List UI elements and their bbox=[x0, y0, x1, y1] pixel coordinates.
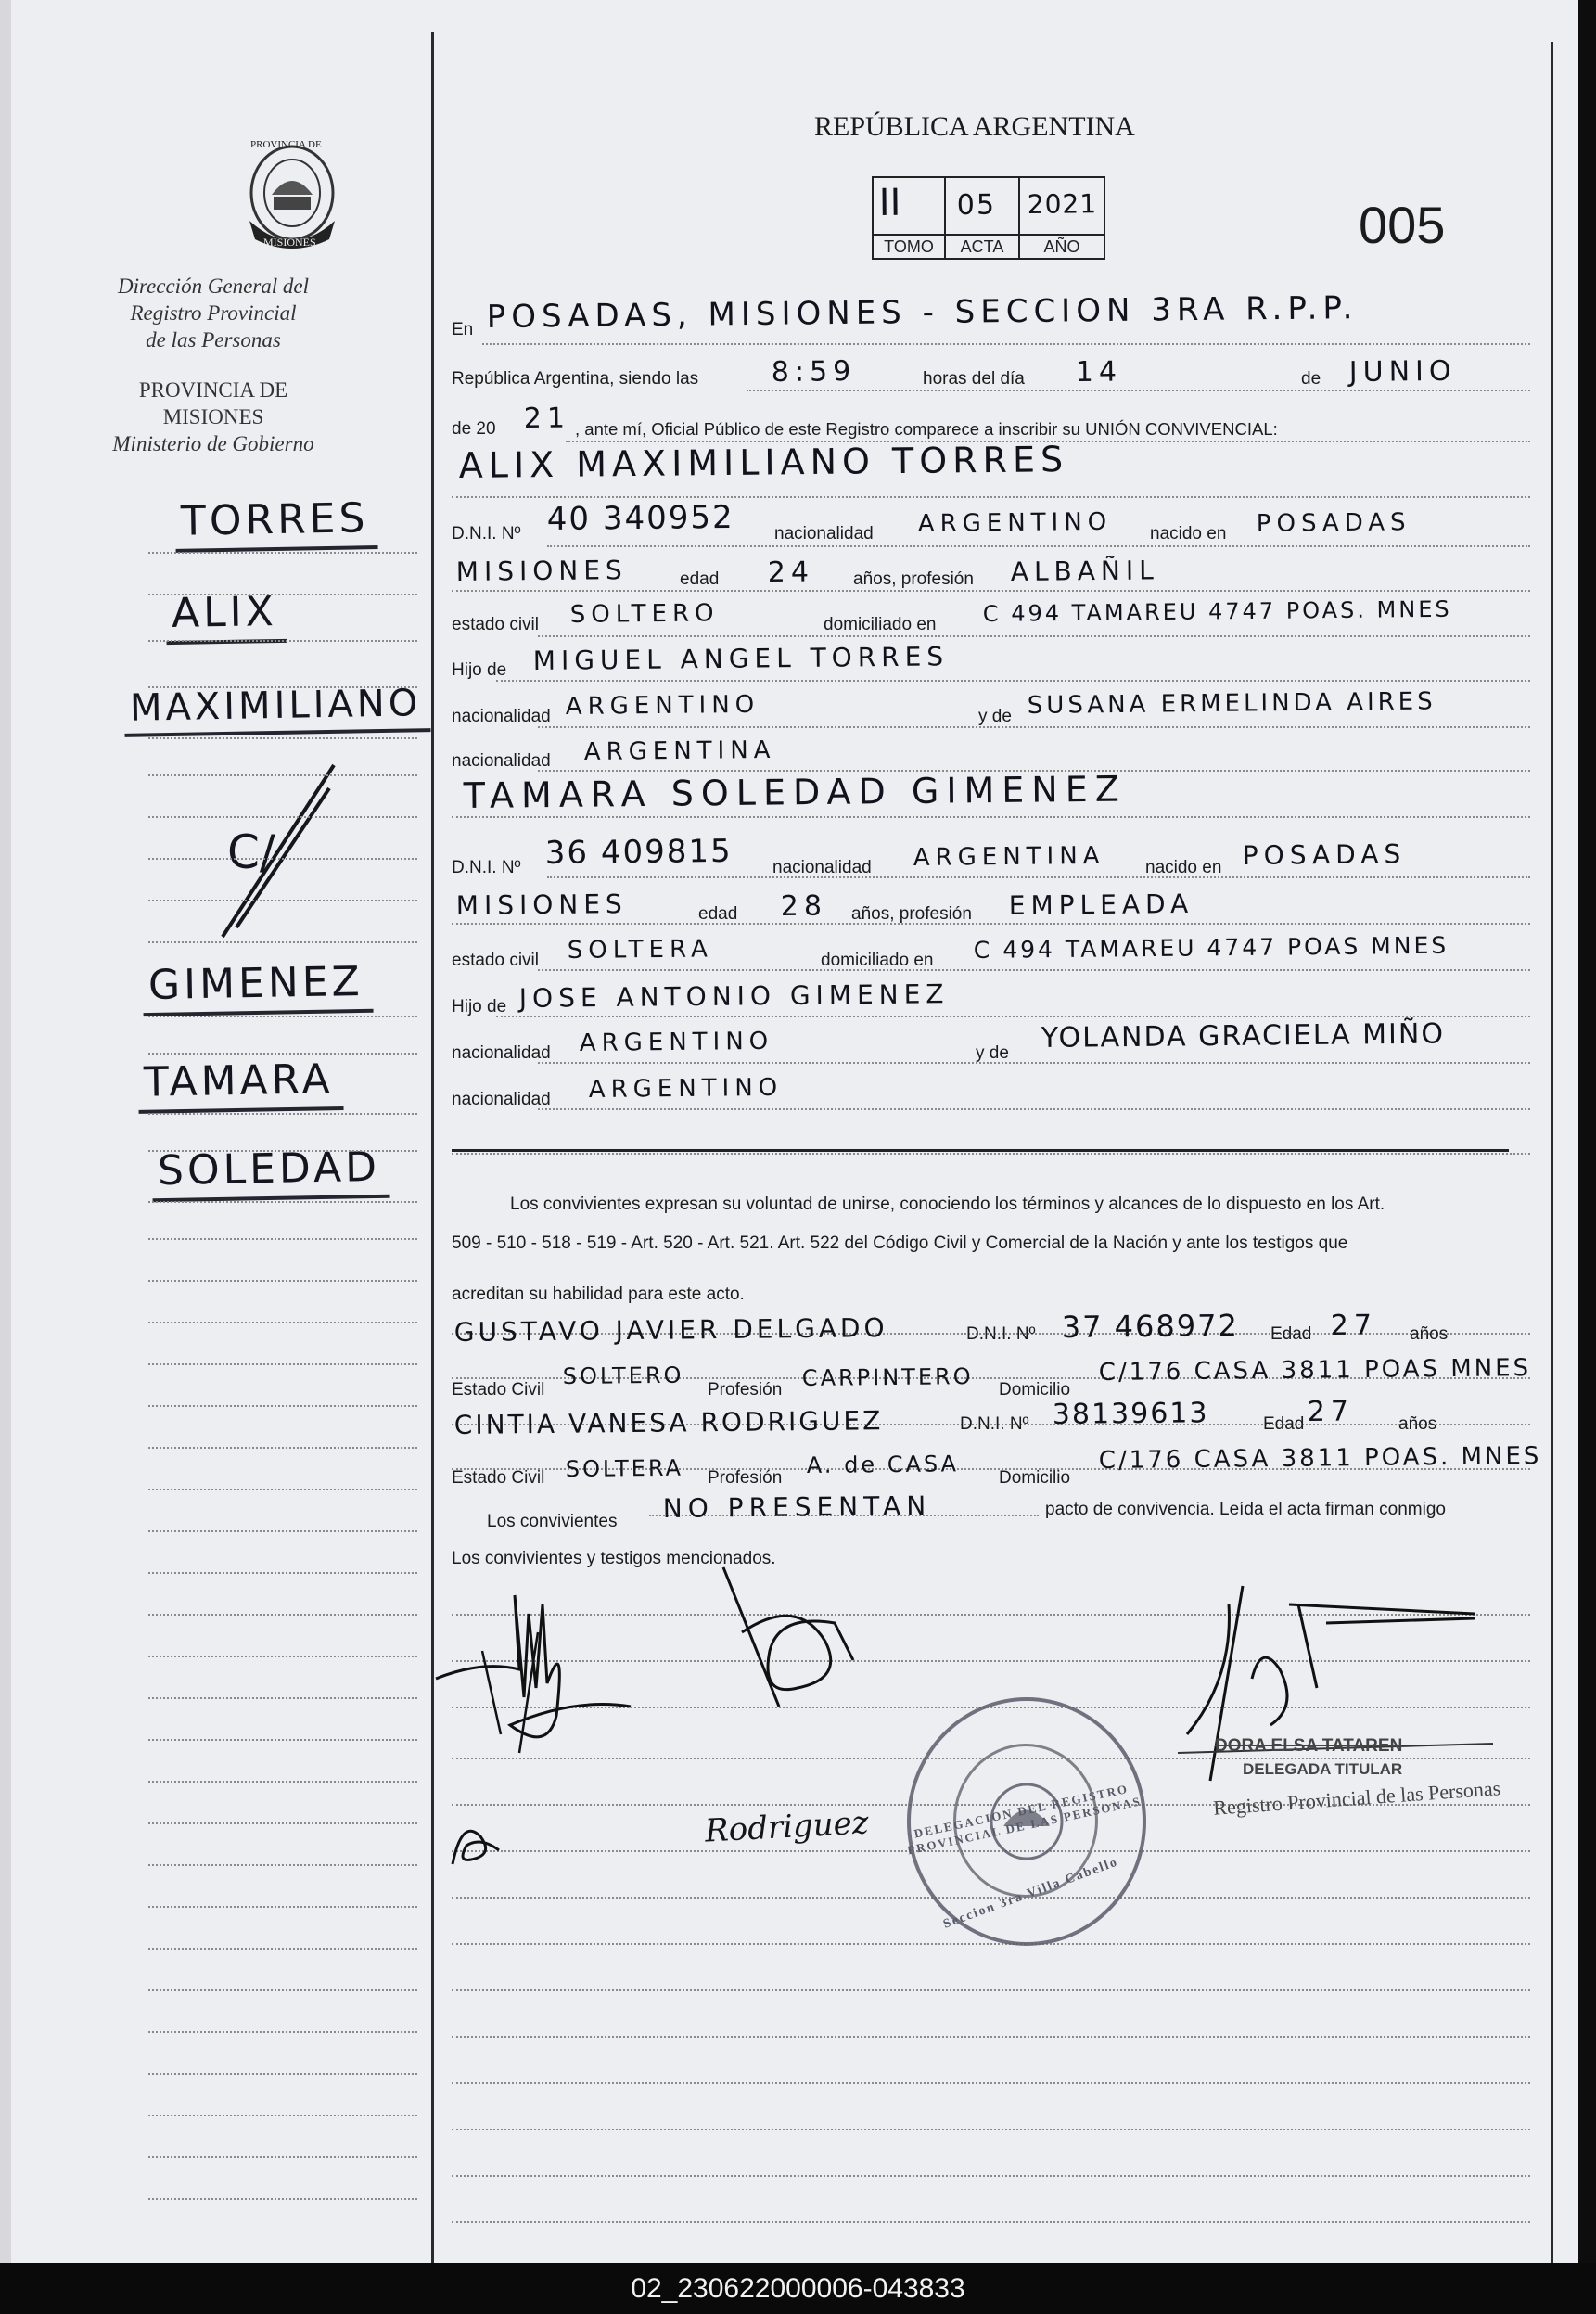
person1-mother: SUSANA ERMELINDA AIRES bbox=[1027, 687, 1436, 720]
label-hijo: Hijo de bbox=[452, 997, 507, 1016]
country-title: REPÚBLICA ARGENTINA bbox=[814, 111, 1135, 142]
form-rule bbox=[452, 590, 1530, 592]
margin-rule bbox=[148, 1053, 417, 1055]
official-role: DELEGADA TITULAR bbox=[1243, 1760, 1403, 1778]
margin-rule bbox=[148, 941, 417, 943]
margin-rule bbox=[148, 2031, 417, 2033]
margin-rule bbox=[148, 2073, 417, 2075]
signature-rule bbox=[452, 1943, 1530, 1945]
margin-slash-mark bbox=[209, 761, 348, 946]
scan-file-id: 02_230622000006-043833 bbox=[0, 2263, 1596, 2314]
margin-rule bbox=[148, 1948, 417, 1950]
margin-rule bbox=[148, 1822, 417, 1824]
label-edad: edad bbox=[698, 904, 738, 924]
witness2-dni: 38139613 bbox=[1052, 1397, 1209, 1431]
form-rule bbox=[452, 1153, 1530, 1155]
signature-witness-1 bbox=[443, 1809, 508, 1873]
margin-given-name-3: TAMARA bbox=[143, 1055, 334, 1106]
acta-label: ACTA bbox=[944, 234, 1020, 260]
margin-rule bbox=[148, 640, 417, 642]
person1-nationality: ARGENTINO bbox=[917, 507, 1113, 538]
margin-rule bbox=[148, 2115, 417, 2116]
margin-rule bbox=[148, 1405, 417, 1407]
label-nacionalidad: nacionalidad bbox=[452, 707, 551, 726]
person2-born: POSADAS bbox=[1242, 838, 1407, 871]
margin-rule bbox=[148, 900, 417, 901]
label-domicilio-witness: Domicilio bbox=[999, 1468, 1071, 1488]
label-dni: D.N.I. Nº bbox=[452, 524, 521, 543]
margin-rule bbox=[148, 1113, 417, 1115]
label-estado-civil-witness: Estado Civil bbox=[452, 1468, 545, 1488]
form-rule bbox=[538, 726, 1530, 728]
province-line-1: PROVINCIA DE bbox=[138, 378, 288, 402]
declaration-line-2: 509 - 510 - 518 - 519 - Art. 520 - Art. 521. Art. 522 del Código Civil y Comercial de la Nación y ante los testigos que bbox=[452, 1234, 1348, 1253]
person2-mother: YOLANDA GRACIELA MIÑO bbox=[1041, 1017, 1446, 1055]
person2-father: JOSE ANTONIO GIMENEZ bbox=[518, 978, 950, 1014]
margin-surname-2: GIMENEZ bbox=[147, 957, 364, 1010]
label-nacionalidad: nacionalidad bbox=[452, 1043, 551, 1063]
margin-rule bbox=[148, 1238, 417, 1240]
label-nacionalidad: nacionalidad bbox=[452, 1090, 551, 1109]
label-domicilio: domiciliado en bbox=[824, 615, 937, 634]
signature-rule bbox=[452, 2175, 1530, 2177]
margin-rule bbox=[148, 1697, 417, 1699]
label-y-de: y de bbox=[978, 707, 1012, 726]
label-nacionalidad: nacionalidad bbox=[452, 751, 551, 771]
margin-rule bbox=[148, 594, 417, 595]
person1-profession: ALBAÑIL bbox=[1010, 555, 1159, 587]
margin-given-name-4: SOLEDAD bbox=[157, 1143, 381, 1195]
label-nacionalidad: nacionalidad bbox=[774, 524, 874, 543]
seal-top-text: PROVINCIA DE bbox=[250, 139, 322, 150]
person1-civil: SOLTERO bbox=[569, 599, 720, 629]
right-border bbox=[1551, 42, 1553, 2263]
person1-dni: 40 340952 bbox=[546, 498, 734, 538]
signature-rule bbox=[452, 2221, 1530, 2223]
margin-rule bbox=[148, 2156, 417, 2158]
label-dni-witness: D.N.I. Nº bbox=[960, 1414, 1029, 1434]
office-line-3: de las Personas bbox=[146, 328, 281, 352]
form-rule bbox=[547, 876, 1530, 878]
province-line-2: MISIONES bbox=[162, 405, 264, 428]
witness1-dni: 37 468972 bbox=[1061, 1308, 1240, 1345]
form-rule bbox=[538, 1062, 1530, 1064]
person2-father-nationality: ARGENTINO bbox=[579, 1027, 774, 1057]
margin-rule bbox=[148, 1530, 417, 1532]
label-de: de bbox=[1301, 369, 1321, 389]
witness1-name: GUSTAVO JAVIER DELGADO bbox=[453, 1312, 888, 1348]
declaration-line-1: Los convivientes expresan su voluntad de unirse, conociendo los términos y alcances de lo dispuesto en los Art. bbox=[510, 1195, 1385, 1214]
label-y-de: y de bbox=[976, 1043, 1009, 1063]
witness2-civil: SOLTERA bbox=[565, 1454, 684, 1482]
person1-mother-nationality: ARGENTINA bbox=[583, 735, 776, 766]
official-office: Registro Provincial de las Personas bbox=[1212, 1776, 1501, 1820]
label-edad: edad bbox=[680, 569, 720, 589]
margin-rule bbox=[148, 1280, 417, 1282]
person2-born2: MISIONES bbox=[455, 889, 628, 921]
margin-divider bbox=[431, 32, 434, 2263]
witness2-address: C/176 CASA 3811 POAS. MNES bbox=[1098, 1442, 1542, 1475]
witness2-name: CINTIA VANESA RODRIGUEZ bbox=[453, 1405, 884, 1440]
anio-value: 2021 bbox=[1027, 188, 1098, 220]
witness2-age: 27 bbox=[1307, 1395, 1355, 1428]
person2-mother-nationality: ARGENTINO bbox=[588, 1073, 784, 1104]
signature-rule bbox=[452, 2036, 1530, 2038]
year-value: 21 bbox=[523, 402, 571, 435]
margin-conjunction: C/ bbox=[227, 825, 275, 879]
label-dni-witness: D.N.I. Nº bbox=[966, 1324, 1036, 1344]
margin-rule bbox=[148, 1572, 417, 1574]
form-rule bbox=[747, 390, 1530, 391]
label-anios-witness: años bbox=[1398, 1414, 1437, 1434]
margin-rule bbox=[148, 737, 417, 739]
margin-rule bbox=[148, 1739, 417, 1741]
witness1-civil: SOLTERO bbox=[562, 1362, 684, 1389]
label-domicilio-witness: Domicilio bbox=[999, 1380, 1071, 1400]
person2-nationality: ARGENTINA bbox=[913, 841, 1105, 872]
label-ante: , ante mí, Oficial Público de este Registro comparece a inscribir su UNIÓN CONVIVENCIAL: bbox=[575, 419, 1278, 439]
label-edad-witness: Edad bbox=[1270, 1324, 1312, 1344]
label-anios-profesion: años, profesión bbox=[851, 904, 972, 924]
margin-rule bbox=[148, 2198, 417, 2200]
form-rule bbox=[452, 923, 1530, 925]
person2-address: C 494 TAMAREU 4747 POAS MNES bbox=[973, 931, 1449, 964]
margin-surname-1: TORRES bbox=[180, 494, 369, 545]
seal-bottom-text: MISIONES bbox=[263, 236, 316, 249]
form-rule bbox=[496, 680, 1530, 682]
label-pacto: pacto de convivencia. Leída el acta firman conmigo bbox=[1045, 1500, 1446, 1519]
margin-rule bbox=[148, 686, 417, 688]
form-rule bbox=[538, 1108, 1530, 1110]
margin-rule bbox=[148, 1489, 417, 1490]
tomo-value: II bbox=[878, 181, 901, 224]
label-profesion-witness: Profesión bbox=[708, 1468, 783, 1488]
day-value: 14 bbox=[1075, 355, 1123, 389]
margin-rule bbox=[148, 552, 417, 554]
signature-rule bbox=[452, 2129, 1530, 2130]
form-rule bbox=[538, 969, 1530, 971]
margin-rule bbox=[148, 1447, 417, 1449]
form-rule bbox=[482, 343, 1530, 345]
signature-rule bbox=[452, 2082, 1530, 2084]
margin-given-name-2: MAXIMILIANO bbox=[129, 682, 422, 730]
label-republica: República Argentina, siendo las bbox=[452, 369, 699, 389]
margin-rule bbox=[148, 1322, 417, 1323]
section-rule bbox=[452, 1149, 1509, 1152]
witness1-age: 27 bbox=[1330, 1309, 1378, 1342]
time-value: 8:59 bbox=[771, 355, 857, 389]
tomo-label: TOMO bbox=[872, 234, 946, 260]
label-estado-civil: estado civil bbox=[452, 951, 539, 970]
signature-convivient-2 bbox=[705, 1558, 872, 1725]
margin-rule bbox=[148, 1656, 417, 1657]
label-estado-civil-witness: Estado Civil bbox=[452, 1380, 545, 1400]
month-value: JUNIO bbox=[1348, 354, 1457, 389]
stamp-inner-text: Seccion 3ra Villa Cabello bbox=[941, 1855, 1121, 1932]
label-anios-profesion: años, profesión bbox=[853, 569, 974, 589]
label-los-convivientes: Los convivientes bbox=[487, 1512, 618, 1531]
signature-convivient-1 bbox=[427, 1577, 705, 1762]
place-value: POSADAS, MISIONES - SECCION 3RA R.P.P. bbox=[486, 289, 1359, 336]
label-dni: D.N.I. Nº bbox=[452, 858, 521, 877]
label-edad-witness: Edad bbox=[1263, 1414, 1305, 1434]
person2-dni: 36 409815 bbox=[544, 832, 733, 872]
margin-rule bbox=[148, 816, 417, 818]
margin-rule bbox=[148, 1201, 417, 1203]
signature-witness-2: Rodriguez bbox=[704, 1804, 870, 1850]
anio-label: AÑO bbox=[1018, 234, 1105, 260]
person1-age: 24 bbox=[767, 556, 815, 589]
form-rule bbox=[538, 635, 1530, 637]
label-nacionalidad: nacionalidad bbox=[772, 858, 872, 877]
label-hijo: Hijo de bbox=[452, 660, 507, 680]
office-line-1: Dirección General del bbox=[117, 275, 310, 298]
margin-rule bbox=[148, 1150, 417, 1152]
record-number: 005 bbox=[1359, 196, 1446, 254]
margin-rule bbox=[148, 1906, 417, 1908]
label-anios-witness: años bbox=[1410, 1324, 1449, 1344]
margin-rule bbox=[148, 1864, 417, 1866]
margin-rule bbox=[148, 1614, 417, 1616]
ministry-text: Ministerio de Gobierno bbox=[112, 432, 314, 455]
signature-rule bbox=[452, 1989, 1530, 1991]
witness1-profession: CARPINTERO bbox=[801, 1363, 974, 1391]
margin-rule bbox=[148, 1989, 417, 1991]
margin-given-name-1: ALIX bbox=[171, 588, 278, 637]
margin-rule bbox=[148, 1363, 417, 1365]
person2-age: 28 bbox=[780, 889, 828, 923]
person1-name: ALIX MAXIMILIANO TORRES bbox=[458, 439, 1069, 486]
margin-rule bbox=[148, 1781, 417, 1783]
form-rule bbox=[452, 496, 1530, 498]
pacto-value: NO PRESENTAN bbox=[662, 1489, 932, 1524]
margin-rule bbox=[148, 1016, 417, 1017]
label-nacido: nacido en bbox=[1145, 858, 1222, 877]
person2-profession: EMPLEADA bbox=[1008, 888, 1194, 921]
witness2-profession: A. de CASA bbox=[806, 1451, 960, 1478]
declaration-line-3: acreditan su habilidad para este acto. bbox=[452, 1285, 745, 1304]
label-horas: horas del día bbox=[923, 369, 1025, 389]
official-name: DORA ELSA TATAREN bbox=[1215, 1736, 1403, 1756]
person2-civil: SOLTERA bbox=[567, 935, 713, 965]
form-rule bbox=[496, 1016, 1530, 1017]
label-en: En bbox=[452, 320, 474, 339]
label-profesion-witness: Profesión bbox=[708, 1380, 783, 1400]
label-estado-civil: estado civil bbox=[452, 615, 539, 634]
form-rule bbox=[547, 545, 1530, 547]
office-line-2: Registro Provincial bbox=[130, 301, 297, 325]
person1-born2: MISIONES bbox=[455, 555, 628, 587]
label-de20: de 20 bbox=[452, 419, 496, 439]
form-rule bbox=[452, 816, 1530, 818]
acta-value: 05 bbox=[956, 188, 997, 222]
margin-rule bbox=[148, 774, 417, 776]
person1-born: POSADAS bbox=[1256, 508, 1411, 538]
stamp-ring-text: DELEGACION DEL REGISTRO PROVINCIAL DE LAS PERSONAS bbox=[906, 1781, 1143, 1858]
person1-address: C 494 TAMAREU 4747 POAS. MNES bbox=[982, 595, 1452, 627]
witness1-address: C/176 CASA 3811 POAS MNES bbox=[1098, 1354, 1532, 1387]
label-nacido: nacido en bbox=[1150, 524, 1227, 543]
person1-father: MIGUEL ANGEL TORRES bbox=[532, 641, 950, 676]
margin-rule bbox=[148, 858, 417, 860]
label-final: Los convivientes y testigos mencionados. bbox=[452, 1549, 776, 1568]
label-domicilio: domiciliado en bbox=[821, 951, 934, 970]
person2-name: TAMARA SOLEDAD GIMENEZ bbox=[463, 768, 1128, 816]
person1-father-nationality: ARGENTINO bbox=[565, 690, 760, 721]
